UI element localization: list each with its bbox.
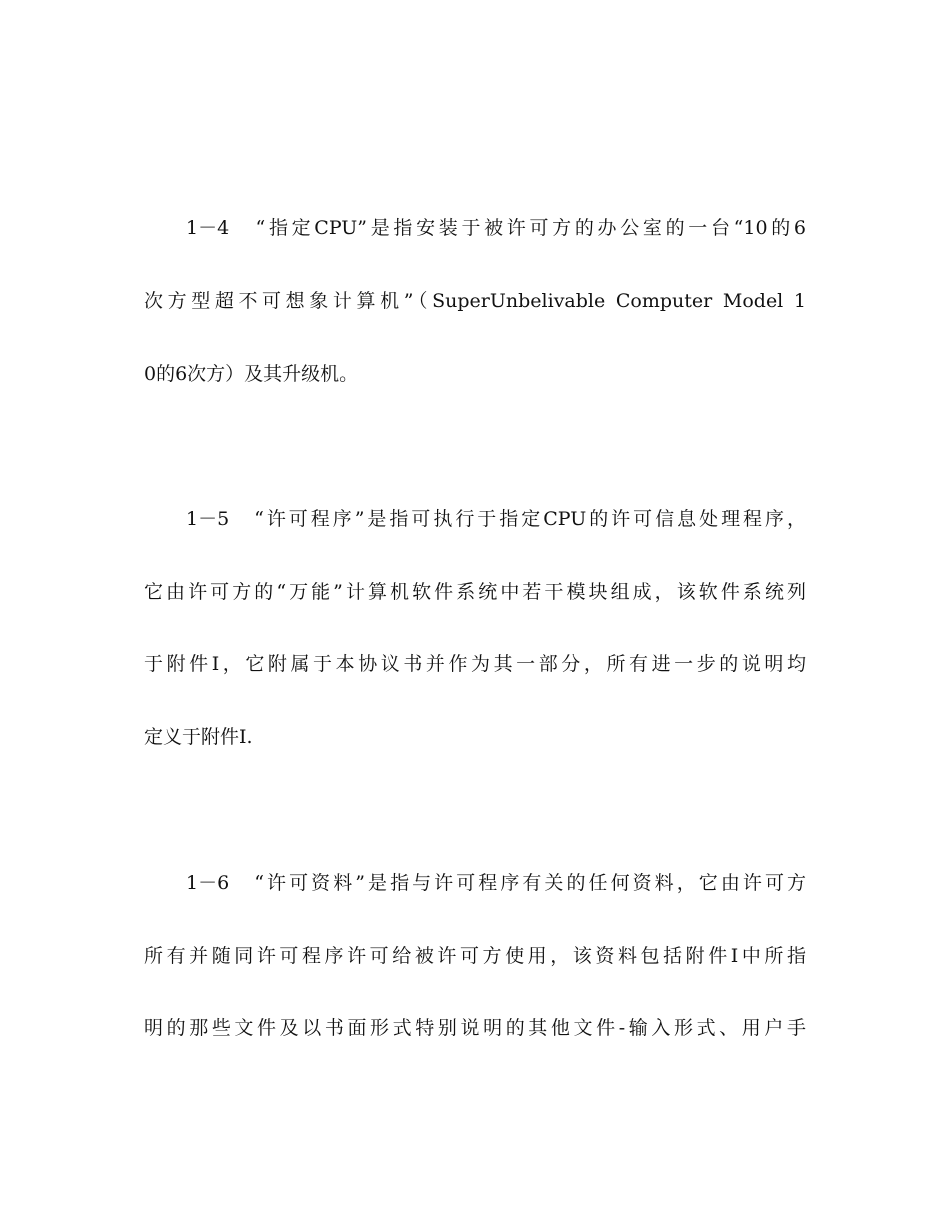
clause-1-5-line-4: 定义于附件I. (144, 726, 253, 748)
clause-1-4-line-3: 0的6次方）及其升级机。 (144, 363, 359, 385)
clause-1-5-line-2: 它由许可方的“万能”计算机软件系统中若干模块组成，该软件系统列 (144, 581, 806, 603)
clause-1-5-line-3: 于附件I，它附属于本协议书并作为其一部分，所有进一步的说明均 (144, 653, 806, 675)
clause-1-6-line-2: 所有并随同许可程序许可给被许可方使用，该资料包括附件I中所指 (144, 945, 806, 967)
clause-1-5-line-1: 1－5 “许可程序”是指可执行于指定CPU的许可信息处理程序， (186, 508, 806, 530)
clause-1-4-line-2: 次方型超不可想象计算机”（SuperUnbelivable Computer Model 1 (144, 290, 806, 312)
clause-1-6-line-1: 1－6 “许可资料”是指与许可程序有关的任何资料，它由许可方 (186, 872, 806, 894)
clause-1-6-line-3: 明的那些文件及以书面形式特别说明的其他文件-输入形式、用户手 (144, 1017, 806, 1039)
clause-1-4-line-1: 1－4 “指定CPU”是指安装于被许可方的办公室的一台“10的6 (186, 217, 806, 239)
